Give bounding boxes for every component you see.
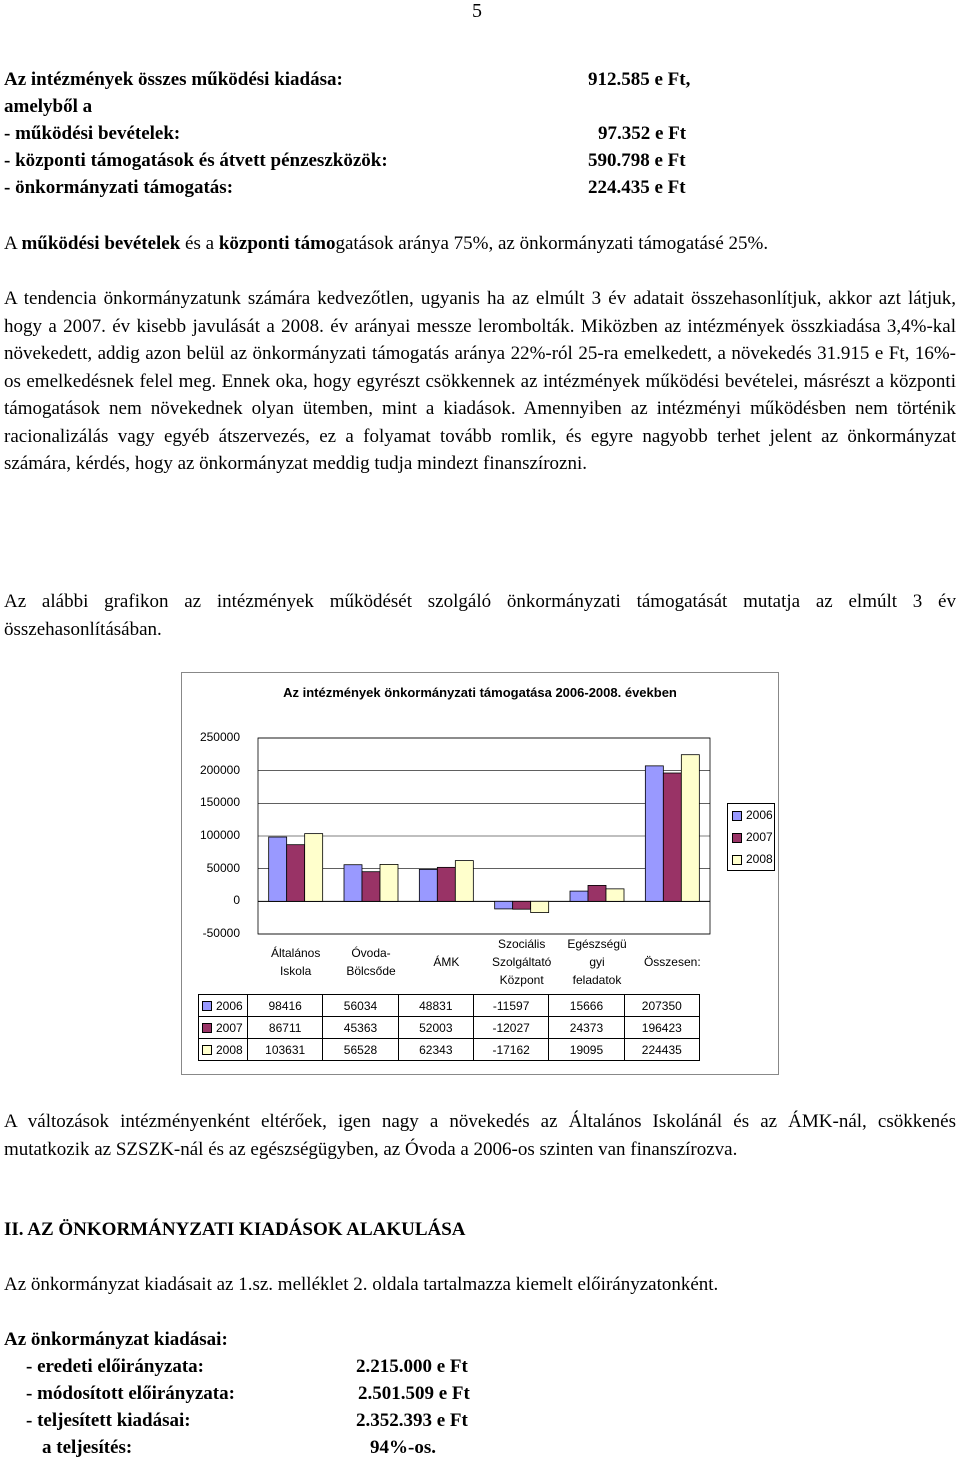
table-cell: 207350 [624,995,699,1017]
expense-actual-value: 2.352.393 e Ft [356,1410,468,1431]
table-cell: -17162 [473,1039,548,1061]
category-label: ÁMK [433,955,460,969]
bar-2006-3 [495,901,513,909]
changes-paragraph: A változások intézményenként eltérőek, igen nagy a növekedés az Általános Iskolánál és az ÁMK-nál, csökkenés mutatkozik az SZSZK-nál és az egészségügyben, az Óvoda a 2006-os szinten van finanszírozva. [4,1111,956,1160]
bar-2006-1 [344,865,362,902]
bar-2007-5 [663,773,681,901]
table-cell: 103631 [248,1039,323,1061]
table-cell: 86711 [248,1017,323,1039]
chart-intro-paragraph: Az alábbi grafikon az intézmények működését szolgáló önkormányzati támogatását mutatja az elmúlt 3 év összehasonlításában. [4,591,956,640]
legend-item-2006: 2006 [732,808,773,822]
municipal-support-label: - önkormányzati támogatás: [4,177,234,198]
table-cell: 45363 [323,1017,398,1039]
page-number: 5 [472,0,482,22]
tendency-paragraph: A tendencia önkormányzatunk számára kedvezőtlen, ugyanis ha az elmúlt 3 év adatait összehasonlítjuk, akkor azt látjuk, hogy a 2007. év kisebb javulását a 2008. év arányai messze lerombolták. Miközben az intézmények összkiadása 3,4%-kal növekedett, addig azon belül az önkormányzati támogatás aránya 22%-ról 25-ra emelkedett, a növekedés 31.915 e Ft, 16%-os emelkedésnek felel meg. Ennek oka, hogy egyrészt csökkennek az intézmények működési bevételei, másrészt a központi támogatások nem növekednek olyan ütemben, mint a kiadások. Amennyiben az intézményi működésben nem történik racionalizálás vagy egyéb átszervezés, ez a folyamat tovább romlik, és egyre nagyobb terhet jelent az önkormányzat számára, kérdés, hogy az önkormányzat meddig tudja mindezt finanszírozni. [4,288,956,474]
series-swatch [202,1023,212,1033]
bar-2008-2 [455,861,473,902]
bar-2006-2 [419,869,437,901]
category-label: Óvoda- Bölcsőde [346,946,396,978]
table-cell: 24373 [549,1017,624,1039]
bar-2007-1 [362,872,380,902]
chart-title: Az intézmények önkormányzati támogatása 2006-2008. években [283,685,677,700]
expense-modified-label: - módosított előirányzata: [26,1383,235,1404]
table-cell: 62343 [398,1039,473,1061]
category-label: Szociális Szolgáltató Központ [491,937,552,987]
expenses-title: Az önkormányzat kiadásai: [4,1329,228,1350]
central-support-value: 590.798 e Ft [588,150,686,171]
bar-2007-4 [588,885,606,901]
total-label: Az intézmények összes működési kiadása: [4,69,343,90]
series-swatch [202,1045,212,1055]
table-series-label: 2008 [199,1039,248,1061]
bar-2008-3 [531,901,549,912]
bar-2006-5 [645,766,663,901]
category-label: Általános Iskola [270,946,321,978]
total-value: 912.585 e Ft, [588,69,691,90]
table-series-label: 2006 [199,995,248,1017]
y-tick-label: 100000 [199,828,240,842]
table-cell: 196423 [624,1017,699,1039]
legend-item-2008: 2008 [732,852,773,866]
expense-actual-label: - teljesített kiadásai: [26,1410,191,1431]
chart-data-table [198,994,700,1061]
table-cell: 56528 [323,1039,398,1061]
y-tick-label: -50000 [202,926,240,940]
annex-paragraph: Az önkormányzat kiadásait az 1.sz. melléklet 2. oldala tartalmazza kiemelt előirányzatonként. [4,1274,719,1295]
bar-2008-5 [681,755,699,902]
table-cell: -11597 [473,995,548,1017]
central-support-label: - központi támogatások és átvett pénzeszközök: [4,150,388,171]
table-cell: 52003 [398,1017,473,1039]
income-value: 97.352 e Ft [598,123,687,144]
category-label: Egészségü gyi feladatok [567,937,627,987]
bar-2008-1 [380,864,398,901]
section-heading: II. AZ ÖNKORMÁNYZATI KIADÁSOK ALAKULÁSA [4,1219,466,1240]
table-cell: 224435 [624,1039,699,1061]
y-tick-label: 50000 [206,860,240,875]
table-cell: 48831 [398,995,473,1017]
table-cell: -12027 [473,1017,548,1039]
table-row [199,1039,700,1061]
ratio-paragraph: A működési bevételek és a központi támogatások aránya 75%, az önkormányzati támogatásé 25%. [4,233,769,254]
bar-2008-0 [305,834,323,902]
y-tick-label: 250000 [199,730,240,744]
completion-label: a teljesítés: [42,1437,133,1458]
municipal-support-value: 224.435 e Ft [588,177,686,198]
expense-original-value: 2.215.000 e Ft [356,1356,468,1377]
y-tick-label: 150000 [199,795,240,810]
bar-2007-3 [513,901,531,909]
y-tick-label: 200000 [199,762,240,777]
category-label: Összesen: [643,955,701,969]
of-which-label: amelyből a [4,96,93,117]
expense-modified-value: 2.501.509 e Ft [358,1383,470,1404]
legend-item-2007: 2007 [732,830,773,844]
chart-legend [727,803,775,871]
table-cell: 56034 [323,995,398,1017]
bar-2006-4 [570,891,588,901]
bar-2007-0 [287,845,305,902]
table-row [199,995,700,1017]
expense-original-label: - eredeti előirányzata: [26,1356,204,1377]
table-cell: 15666 [549,995,624,1017]
income-label: - működési bevételek: [4,123,181,144]
table-cell: 98416 [248,995,323,1017]
bar-2008-4 [606,889,624,901]
bar-2007-2 [437,867,455,901]
table-row [199,1017,700,1039]
y-tick-label: 0 [233,893,240,908]
completion-value: 94%-os. [370,1437,436,1458]
table-cell: 19095 [549,1039,624,1061]
series-swatch [202,1001,212,1011]
bar-2006-0 [269,837,287,901]
table-series-label: 2007 [199,1017,248,1039]
